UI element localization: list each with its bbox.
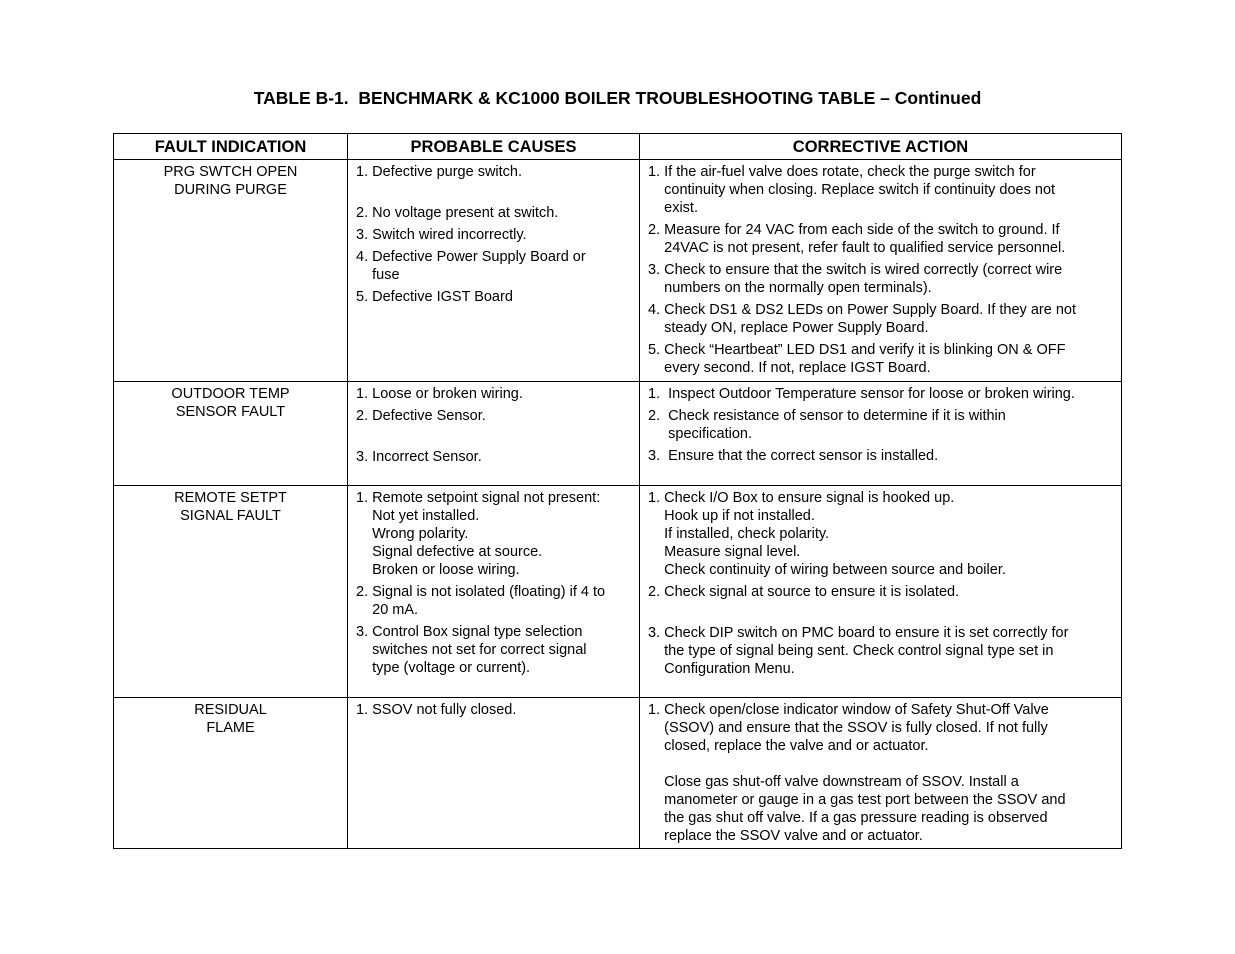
troubleshooting-table — [113, 133, 1122, 849]
action-item-text — [664, 341, 1115, 377]
action-item-line: the type of signal being sent. Check control signal type set in — [664, 643, 1054, 659]
action-item-number: 1. — [648, 490, 665, 506]
fault-indication-line: REMOTE SETPT — [174, 490, 287, 506]
cause-item-text — [372, 288, 633, 306]
action-item-line: Check signal at source to ensure it is isolated. — [664, 584, 960, 600]
action-item-text — [668, 407, 1115, 443]
cause-item-text — [372, 248, 633, 284]
column-header-fault-indication: FAULT INDICATION — [114, 134, 348, 160]
cause-item-number: 1. — [356, 702, 373, 718]
cause-item-text — [372, 583, 633, 619]
fault-indication-line: OUTDOOR TEMP — [171, 386, 290, 402]
action-item-line: Check DIP switch on PMC board to ensure it is set correctly for — [664, 625, 1069, 641]
action-item-text — [668, 447, 1115, 465]
fault-indication-line: SIGNAL FAULT — [180, 508, 281, 524]
action-item-text — [664, 489, 1115, 579]
action-item-line: Check “Heartbeat” LED DS1 and verify it is blinking ON & OFF — [664, 342, 1066, 358]
fault-indication-line: FLAME — [206, 720, 255, 736]
table-row-residual-flame — [114, 698, 1122, 849]
cause-item-text — [372, 204, 633, 222]
action-item — [648, 301, 1115, 337]
cause-item-line: No voltage present at switch. — [372, 205, 559, 221]
action-item-line: Check DS1 & DS2 LEDs on Power Supply Board. If they are not — [664, 302, 1076, 318]
action-item — [648, 447, 1115, 465]
action-item-line: closed, replace the valve and or actuator. — [664, 738, 929, 754]
corrective-action-cell — [640, 486, 1122, 698]
cause-item-line: Switch wired incorrectly. — [372, 227, 527, 243]
action-item-number: 1. — [648, 164, 665, 180]
cause-item-line: SSOV not fully closed. — [372, 702, 517, 718]
cause-item-number: 3. — [356, 449, 373, 465]
action-item — [648, 261, 1115, 297]
action-item-line: Check to ensure that the switch is wired correctly (correct wire — [664, 262, 1063, 278]
action-item-number: 4. — [648, 302, 665, 318]
action-item-line: Inspect Outdoor Temperature sensor for loose or broken wiring. — [668, 386, 1075, 402]
action-item — [648, 221, 1115, 257]
action-item — [648, 385, 1115, 403]
action-item-text — [668, 385, 1115, 403]
cause-item-line: Control Box signal type selection — [372, 624, 583, 640]
action-item-line: (SSOV) and ensure that the SSOV is fully closed. If not fully — [664, 720, 1048, 736]
cause-item-number: 1. — [356, 490, 373, 506]
action-item-line: 24VAC is not present, refer fault to qualified service personnel. — [664, 240, 1066, 256]
action-item-number: 5. — [648, 342, 665, 358]
cause-item-text — [372, 226, 633, 244]
action-item-line: Hook up if not installed. — [664, 508, 815, 524]
page-title: TABLE B-1. BENCHMARK & KC1000 BOILER TROUBLESHOOTING TABLE – Continued — [253, 88, 982, 108]
action-item-line — [664, 755, 1115, 773]
fault-indication-cell — [114, 160, 348, 382]
fault-indication-cell — [114, 382, 348, 486]
cause-item — [356, 701, 633, 719]
action-item-line: steady ON, replace Power Supply Board. — [664, 320, 929, 336]
action-item — [648, 163, 1115, 217]
action-item-line: Ensure that the correct sensor is installed. — [668, 448, 939, 464]
cause-item-line: Broken or loose wiring. — [372, 562, 520, 578]
cause-item-line: fuse — [372, 267, 400, 283]
action-item-line: numbers on the normally open terminals). — [664, 280, 932, 296]
action-item-line: the gas shut off valve. If a gas pressure reading is observed — [664, 810, 1048, 826]
action-item-line: Check resistance of sensor to determine if it is within — [668, 408, 1006, 424]
probable-causes-cell — [348, 486, 640, 698]
fault-indication-cell — [114, 698, 348, 849]
cause-item-text — [372, 163, 633, 181]
action-item-line: specification. — [668, 426, 752, 442]
action-item-line: Check I/O Box to ensure signal is hooked up. — [664, 490, 955, 506]
fault-indication-line: RESIDUAL — [194, 702, 267, 718]
cause-item — [356, 163, 633, 181]
cause-item-number: 5. — [356, 289, 373, 305]
action-item-text — [664, 301, 1115, 337]
cause-item — [356, 248, 633, 284]
cause-item — [356, 583, 633, 619]
action-item-line: manometer or gauge in a gas test port between the SSOV and — [664, 792, 1066, 808]
cause-item — [356, 489, 633, 579]
corrective-action-cell — [640, 382, 1122, 486]
cause-item-number: 3. — [356, 624, 373, 640]
action-item-number: 3. — [648, 625, 665, 641]
action-item-text — [664, 701, 1115, 845]
cause-item-line: type (voltage or current). — [372, 660, 531, 676]
probable-causes-cell — [348, 160, 640, 382]
cause-item — [356, 288, 633, 306]
cause-item-line: Wrong polarity. — [372, 526, 469, 542]
corrective-action-cell — [640, 160, 1122, 382]
action-item-line: exist. — [664, 200, 698, 216]
action-item — [648, 624, 1115, 678]
action-item-line: continuity when closing. Replace switch if continuity does not — [664, 182, 1056, 198]
cause-item-line: Defective IGST Board — [372, 289, 513, 305]
table-row-outdoor-temp-sensor — [114, 382, 1122, 486]
cause-item-number: 1. — [356, 164, 373, 180]
action-item — [648, 701, 1115, 845]
cause-item-number: 3. — [356, 227, 373, 243]
action-item-text — [664, 624, 1115, 678]
action-item-number: 3. — [648, 448, 669, 464]
cause-item — [356, 407, 633, 425]
action-item — [648, 489, 1115, 579]
cause-item-text — [372, 489, 633, 579]
cause-item — [356, 623, 633, 677]
cause-item-text — [372, 448, 633, 466]
cause-item-number: 1. — [356, 386, 373, 402]
cause-item-line: Defective Power Supply Board or — [372, 249, 586, 265]
action-item-line: Configuration Menu. — [664, 661, 795, 677]
action-item-number: 3. — [648, 262, 665, 278]
action-item-line: If installed, check polarity. — [664, 526, 830, 542]
action-item-text — [664, 221, 1115, 257]
cause-item-line: Remote setpoint signal not present: — [372, 490, 601, 506]
probable-causes-cell — [348, 382, 640, 486]
action-item-line: If the air-fuel valve does rotate, check the purge switch for — [664, 164, 1036, 180]
cause-item-text — [372, 623, 633, 677]
corrective-action-cell — [640, 698, 1122, 849]
action-item-text — [664, 261, 1115, 297]
action-item — [648, 407, 1115, 443]
cause-item-line: Incorrect Sensor. — [372, 449, 482, 465]
action-item-text — [664, 583, 1115, 601]
cause-item-number: 2. — [356, 584, 373, 600]
cause-item — [356, 204, 633, 222]
action-item-line: Check continuity of wiring between source and boiler. — [664, 562, 1006, 578]
cause-item — [356, 385, 633, 403]
cause-item-line: Defective purge switch. — [372, 164, 523, 180]
cause-item-line: Signal is not isolated (floating) if 4 to — [372, 584, 606, 600]
cause-item-line: Defective Sensor. — [372, 408, 486, 424]
cause-item-number: 2. — [356, 205, 373, 221]
cause-item-line: Loose or broken wiring. — [372, 386, 523, 402]
action-item — [648, 341, 1115, 377]
cause-item-line: Not yet installed. — [372, 508, 480, 524]
cause-item — [356, 226, 633, 244]
action-item-number: 1. — [648, 702, 665, 718]
action-item-line: replace the SSOV valve and or actuator. — [664, 828, 923, 844]
cause-item-number: 4. — [356, 249, 373, 265]
action-item-number: 2. — [648, 222, 665, 238]
cause-item-line: switches not set for correct signal — [372, 642, 587, 658]
cause-item-number: 2. — [356, 408, 373, 424]
action-item-line: Check open/close indicator window of Safety Shut-Off Valve — [664, 702, 1049, 718]
action-item-line: Close gas shut-off valve downstream of SSOV. Install a — [664, 774, 1019, 790]
action-item-number: 2. — [648, 584, 665, 600]
fault-indication-line: DURING PURGE — [174, 182, 287, 198]
cause-item-text — [372, 385, 633, 403]
fault-indication-cell — [114, 486, 348, 698]
cause-item — [356, 448, 633, 466]
cause-item-text — [372, 407, 633, 425]
cause-item-text — [372, 701, 633, 719]
fault-indication-line: SENSOR FAULT — [175, 404, 286, 420]
cause-item-line: Signal defective at source. — [372, 544, 543, 560]
column-header-corrective-action: CORRECTIVE ACTION — [640, 134, 1122, 160]
table-header-row — [114, 134, 1122, 160]
action-item-text — [664, 163, 1115, 217]
action-item-number: 1. — [648, 386, 669, 402]
fault-indication-line: PRG SWTCH OPEN — [163, 164, 298, 180]
cause-item-line: 20 mA. — [372, 602, 419, 618]
action-item-number: 2. — [648, 408, 669, 424]
action-item-line: Measure for 24 VAC from each side of the switch to ground. If — [664, 222, 1060, 238]
action-item-line: every second. If not, replace IGST Board. — [664, 360, 931, 376]
column-header-probable-causes: PROBABLE CAUSES — [348, 134, 640, 160]
action-item-line: Measure signal level. — [664, 544, 801, 560]
probable-causes-cell — [348, 698, 640, 849]
table-row-prg-switch-open — [114, 160, 1122, 382]
table-row-remote-setpt-signal — [114, 486, 1122, 698]
action-item — [648, 583, 1115, 601]
